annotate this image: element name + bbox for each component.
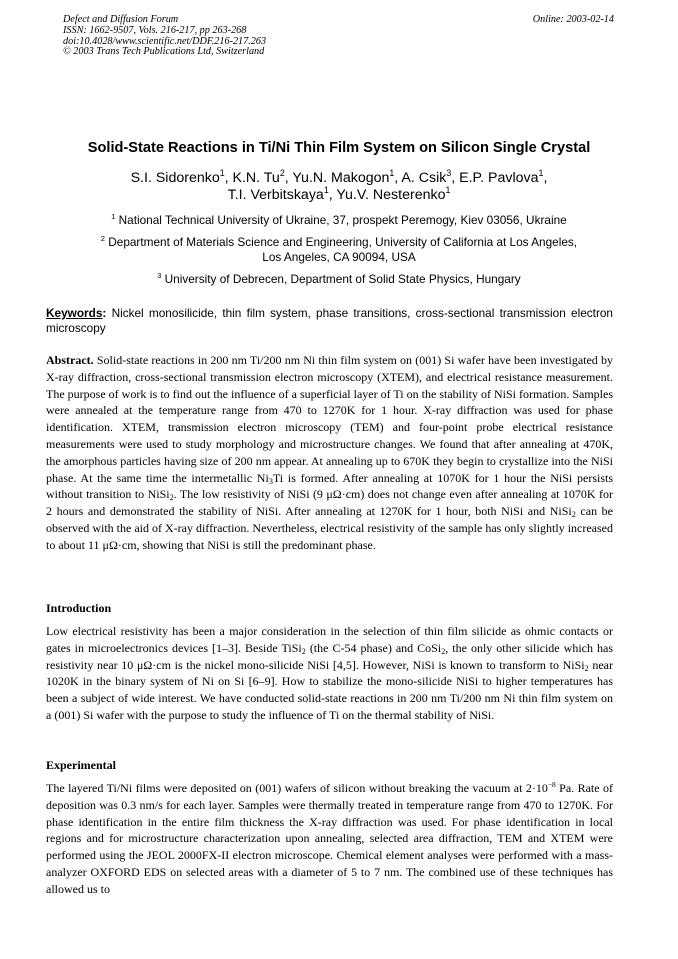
author: Yu.V. Nesterenko$^1$ [336,184,451,203]
author: E.P. Pavlova$^1$ [459,167,544,186]
abstract-label: Abstract. [46,353,94,367]
doi-line[interactable]: doi:10.4028/www.scientific.net/DDF.216-217.263 [63,35,267,47]
affiliation-3: $^3$ University of Debrecen, Department of Solid State Physics, Hungary [157,270,521,286]
author: K.N. Tu$^2$ [232,167,285,186]
experimental-heading: Experimental [46,758,116,772]
author: A. Csik$^3$ [401,167,452,186]
paper-title: Solid-State Reactions in Ti/Ni Thin Film System on Silicon Single Crystal [87,140,591,156]
author: T.I. Verbitskaya$^1$ [227,184,329,203]
author: S.I. Sidorenko$^1$ [130,167,225,186]
journal-header [63,15,266,58]
author-list: S.I. Sidorenko$^1$, K.N. Tu$^2$, Yu.N. Makogon$^1$, A. Csik$^3$, E.P. Pavlova$^1$, T.I. Verbitskaya$^1$, Yu.V. Nesterenko$^1$ [130,167,548,203]
author: Yu.N. Makogon$^1$ [292,167,395,186]
journal-name: Defect and Diffusion Forum [63,14,179,25]
keywords: Keywords: Nickel monosilicide, thin film system, phase transitions, cross-sectional transmission electron microscopy [46,306,613,335]
introduction-paragraph: Low electrical resistivity has been a major consideration in the selection of thin film silicide as ohmic contacts or gates in microelectronics devices [1–3]. Beside TiSi$_2$ (the C-54 phase) and CoSi$_2$, the only other silicide which has resistivity near 10 μΩ·cm is the nickel mono-silicide NiSi [4,5]. However, NiSi is known to transform to NiSi$_2$ near 1020K in the binary system of Ni on Si [6–9]. How to stabilize the mono-silicide NiSi to higher temperatures has been a subject of wide interest. We have conducted solid-state reactions in 200 nm Ti/200 nm Ni thin film system on a (001) Si wafer with the purpose to study the influence of Ti on the thermal stability of NiSi. [46,624,613,722]
online-date: Online: 2003-02-14 [532,14,614,25]
issn-line: ISSN: 1662-9507, Vols. 216-217, pp 263-268 [63,24,247,36]
experimental-paragraph: The layered Ti/Ni films were deposited on (001) wafers of silicon without breaking the vacuum at $2\cdot 10^{-8}$ Pa. Rate of deposition was 0.3 nm/s for each layer. Samples were thermally treated in temperature range from 470 to 1270K. For phase identification in the entire film thickness the X-ray diffraction was used. For phase identification in local regions and for microstructure characterization upon annealing, selected area diffraction, TEM and XTEM were performed using the JEOL 2000FX-II electron microscope. Chemical element analyses were performed with a mass-analyzer OXFORD EDS on selected areas with a diameter of 5 to 7 nm. The combined use of these techniques has allowed us to [46,779,613,896]
affiliation-1: $^1$ National Technical University of Ukraine, 37, prospekt Peremogy, Kiev 03056, Ukraine [111,211,567,227]
keywords-text: Nickel monosilicide, thin film system, phase transitions, cross-sectional transmission electron microscopy [46,306,613,335]
abstract-paragraph: Abstract. Solid-state reactions in 200 nm Ti/200 nm Ni thin film system on (001) Si wafer have been investigated by X-ray diffraction, cross-sectional transmission electron microscopy (XTEM), and electrical resistance measurement. The purpose of work is to find out the influence of a superficial layer of Ti on the stability of NiSi formation. Samples were annealed at the temperature range from 470 to 1270K for 1 hour. X-ray diffraction was used for phase identification. XTEM, transmission electron microscopy (TEM) and four-point probe electrical resistance measurements were used to study morphology and microstructure changes. We found that after annealing at 470K, the amorphous particles having size of 200 nm appear. At annealing up to 670K they begin to crystallize into the NiSi phase. At the same time the intermetallic $Ni_3Ti$ is formed. After annealing at 1070K for 1 hour the NiSi persists without transition to NiSi$_2$. The low resistivity of NiSi (9 μΩ·cm) does not change even after annealing at 1070K for 2 hours and demonstrated the stability of NiSi. After annealing at 1270K for 1 hour, both NiSi and NiSi$_2$ can be observed with the aid of X-ray diffraction. Nevertheless, electrical resistivity of the sample has only slightly increased to about 11 μΩ·cm, showing that NiSi is still the predominant phase. [46,353,614,552]
introduction-heading: Introduction [46,601,112,615]
copyright-line: © 2003 Trans Tech Publications Ltd, Switzerland [63,46,265,58]
affiliation-2: $^2$ Department of Materials Science and Engineering, University of California at Los Angeles, Los Angeles, CA 90094, USA [100,233,578,264]
keywords-label: Keywords [46,306,103,320]
